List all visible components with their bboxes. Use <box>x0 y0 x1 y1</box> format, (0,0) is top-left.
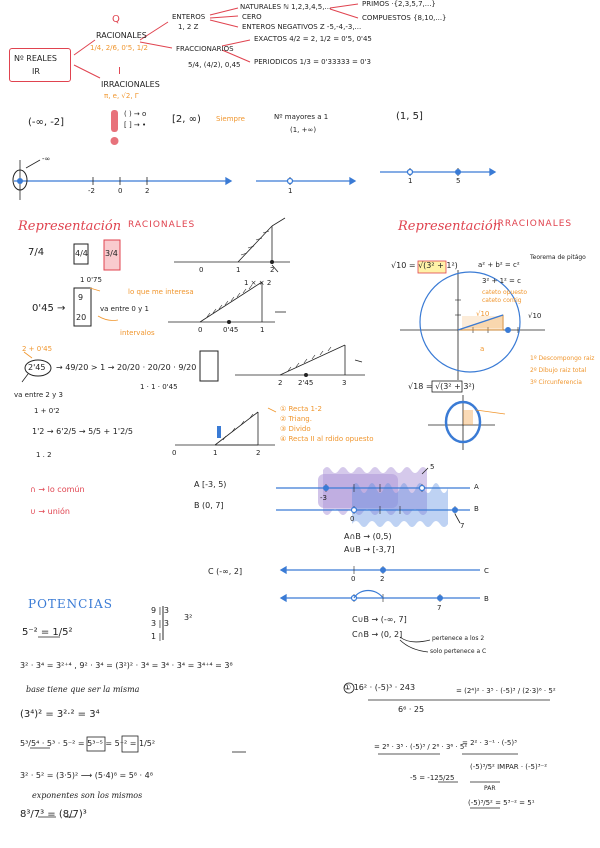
mark-0: 0 <box>350 515 355 523</box>
example-rhs: = (2⁴)² · 3⁵ · (-5)³ / (2·3)⁶ · 5² <box>456 687 556 695</box>
interval-4-sub: (1, +∞) <box>290 126 317 134</box>
tick-3a: 1 <box>408 177 413 185</box>
fraccionarios-label: FRACCIONARIOS <box>176 45 234 53</box>
frac-9: 9 <box>78 293 84 302</box>
frac-4-4: 4/4 <box>75 249 88 258</box>
f4-axis-1: 1 <box>213 449 218 457</box>
f4-top: 1 + 0'2 <box>34 407 60 415</box>
f3-sub: 1 · 1 · 0'45 <box>140 383 178 391</box>
line-label-a: A <box>474 483 479 491</box>
irracionales-examples: π, e, √2, Γ <box>104 92 139 100</box>
racionales-label: RACIONALES <box>96 31 147 40</box>
irracionales-label: IRRACIONALES <box>101 80 160 89</box>
f1-tick-2: 2 <box>270 266 275 274</box>
f3-axis-2: 2 <box>278 379 283 387</box>
primos-label: PRIMOS ·{2,3,5,7,...} <box>362 0 436 8</box>
exactos-label: EXACTOS 4/2 = 2, 1/2 = 0'5, 0'45 <box>254 35 372 43</box>
f3-axis-245: 2'45 <box>298 379 314 387</box>
reales-symbol: IR <box>32 67 40 76</box>
compuestos-label: COMPUESTOS {8,10,...} <box>362 14 447 22</box>
f2-axis-045: 0'45 <box>223 326 239 334</box>
pythagoras: a² + b² = c² <box>478 261 520 269</box>
mark-b2-7: 7 <box>437 604 442 612</box>
c-int-b: C∩B → (0, 2] <box>352 630 403 639</box>
pow-5-note: exponentes son los mismos <box>32 791 143 800</box>
racionales-title-b: RACIONALES <box>128 220 196 230</box>
example-numerator: ① 16² · (-5)³ · 243 <box>344 683 416 692</box>
frac-3-4: 3/4 <box>105 249 118 258</box>
set-c: C (-∞, 2] <box>208 567 243 576</box>
mark-7: 7 <box>460 522 465 530</box>
interval-3: [2, ∞) <box>172 114 201 125</box>
f3-value: 2'45 <box>28 363 46 372</box>
line-label-c: C <box>484 567 489 575</box>
step-2: ② Triang. <box>280 415 312 423</box>
sqrt10: √10 = √(3² + 1²) <box>391 261 458 270</box>
interval-3-note: Siempre <box>216 115 245 123</box>
pow-3: (3⁴)² = 3²·² = 3⁴ <box>20 709 100 720</box>
step-1: ① Recta 1-2 <box>280 405 322 413</box>
frac-note: lo que me interesa <box>128 288 194 296</box>
naturales-label: NATURALES ℕ 1,2,3,4,5,... <box>240 3 332 11</box>
cero-label: CERO <box>242 13 262 21</box>
frac-20: 20 <box>76 313 87 322</box>
example-line-3: -5 = -125/25 <box>410 774 455 782</box>
intervals-note: intervalos <box>120 329 155 337</box>
step-3: ③ Divido <box>280 425 311 433</box>
mark-minus3: -3 <box>320 494 327 502</box>
pythagoras-name: Teorema de pitágo <box>530 254 586 261</box>
irr-step-3: 3º Circunferencia <box>530 379 582 386</box>
interval-1: (-∞, -2] <box>28 117 65 128</box>
tick-3b: 5 <box>456 177 461 185</box>
pow-2: 3² · 3⁴ = 3²⁺⁴ , 9² · 3⁴ = (3²)² · 3⁴ = 3⁴ · 3⁴ = 3⁴⁺⁴ = 3⁸ <box>20 661 233 670</box>
between-0-1: va entre 0 y 1 <box>100 305 149 313</box>
mark-c-2: 2 <box>380 575 385 583</box>
fraccionarios-examples: 5/4, (4/2), 0,45 <box>188 61 241 69</box>
f3-axis-3: 3 <box>342 379 347 387</box>
interval-5: (1, 5] <box>396 111 423 122</box>
f2-axis-1: 1 <box>260 326 265 334</box>
potencias-title: POTENCIAS <box>28 597 113 611</box>
f3-head: 2 + 0'45 <box>22 345 53 353</box>
frac-decimals: 1 0'75 <box>80 276 102 284</box>
negativos-label: ENTEROS NEGATIVOS Z -5,-4,-3,... <box>242 23 362 31</box>
f4-axis-2: 2 <box>256 449 261 457</box>
example-line-2b: = 2² · 3⁻¹ · (-5)³ <box>462 739 517 747</box>
f2-axis-0: 0 <box>198 326 203 334</box>
sqrt18: √18 = √(3² + 3²) <box>408 382 475 391</box>
example-par: PAR <box>484 785 496 792</box>
example-line-2: = 2⁸ · 3⁵ · (-5)³ / 2⁶ · 3⁶ · 5² <box>374 743 468 751</box>
irracionales-title-b: IRRACIONALES <box>494 219 573 229</box>
irracionales-title-a: Representación <box>398 219 502 234</box>
pow-6: 8³/7³ = (8/7)³ <box>20 809 87 820</box>
f4-sub: 1 . 2 <box>36 451 52 459</box>
pow-2-note: base tiene que ser la misma <box>26 685 140 694</box>
example-line-3b: (-5)³/5² IMPAR · (-5)³⁻² <box>470 763 548 771</box>
factor-result: 3² <box>184 613 193 622</box>
step-4: ④ Recta II al rdido opuesto <box>280 435 374 443</box>
cateto-opuesto: cateto opuesto <box>482 289 528 296</box>
dec-045: 0'45 → <box>32 303 66 314</box>
tick-2a: 1 <box>288 187 293 195</box>
f1-tick-0: 0 <box>199 266 204 274</box>
factor-3: 1 | <box>151 632 162 641</box>
belongs-c: solo pertenece a C <box>430 648 487 655</box>
f1-tick-1: 1 <box>236 266 241 274</box>
factor-1: 9 | 3 <box>151 606 169 615</box>
minus-infinity: -∞ <box>42 155 51 163</box>
line-label-b: B <box>474 505 479 513</box>
tick-1c: 2 <box>145 187 150 195</box>
f4-axis-0: 0 <box>172 449 177 457</box>
mark-c-0: 0 <box>351 575 356 583</box>
set-b: B (0, 7] <box>194 501 224 510</box>
interval-rule-closed: [ ] → • <box>124 121 147 129</box>
f3-chain: → 49/20 > 1 → 20/20 · 20/20 · 9/20 <box>56 363 197 372</box>
union-note: ∪ → unión <box>30 507 70 516</box>
irr-step-1: 1º Descompongo raiz <box>530 355 595 362</box>
i-letter: I <box>118 66 121 77</box>
belongs-both: pertenece a los 2 <box>432 635 485 642</box>
enteros-label: ENTEROS <box>172 13 206 21</box>
f2-top: 1 × × 2 <box>244 279 272 287</box>
intersection-note: ∩ → lo común <box>30 485 85 494</box>
label-sqrt10-out: √10 <box>528 312 542 320</box>
frac-7-4: 7/4 <box>28 247 45 258</box>
a-int-b: A∩B → (0,5) <box>344 532 392 541</box>
label-sqrt10-in: √10 <box>476 310 490 318</box>
pow-1: 5⁻² = 1/5² <box>22 627 73 638</box>
pow-4: 5³/5⁴ · 5³ · 5⁻² = 5³⁻⁵ = 5⁻² = 1/5² <box>20 739 156 748</box>
c-union-b: C∪B → (-∞, 7] <box>352 615 407 624</box>
q-letter: Q <box>112 14 120 25</box>
interval-4: Nº mayores a 1 <box>274 113 329 121</box>
example-denominator: 6⁶ · 25 <box>398 705 425 714</box>
mark-5: 5 <box>430 463 435 471</box>
cateto-contig: cateto contig <box>482 297 522 304</box>
irr-step-2: 2º Dibujo raiz total <box>530 367 587 374</box>
a-union-b: A∪B → [-3,7] <box>344 545 395 554</box>
racionales-examples: 1/4, 2/6, 0'5, 1/2 <box>90 44 148 52</box>
periodicos-label: PERIODICOS 1/3 = 0'33333 = 0'3 <box>254 58 371 66</box>
racionales-title-a: Representación <box>18 219 122 234</box>
f3-between: va entre 2 y 3 <box>14 391 63 399</box>
set-a: A [-3, 5) <box>194 480 227 489</box>
pow-5: 3² · 5² = (3·5)² ⟶ (5·4)⁸ = 5⁸ · 4⁸ <box>20 771 153 780</box>
pythagoras-2: 3² + 1² = c <box>482 277 521 285</box>
tick-1a: -2 <box>88 187 95 195</box>
interval-rule-open: ( ) → o <box>124 110 147 118</box>
line-label-b2: B <box>484 595 489 603</box>
f4-chain: 1'2 → 6'2/5 → 5/5 + 1'2/5 <box>32 427 133 436</box>
example-line-4: (-5)³/5² = 5³⁻² = 5¹ <box>468 799 535 807</box>
reales-title: Nº REALES <box>14 54 57 63</box>
label-a: a <box>480 345 485 353</box>
factor-2: 3 | 3 <box>151 619 169 628</box>
tick-1b: 0 <box>118 187 123 195</box>
enteros-sub: 1, 2 Z <box>178 23 199 31</box>
